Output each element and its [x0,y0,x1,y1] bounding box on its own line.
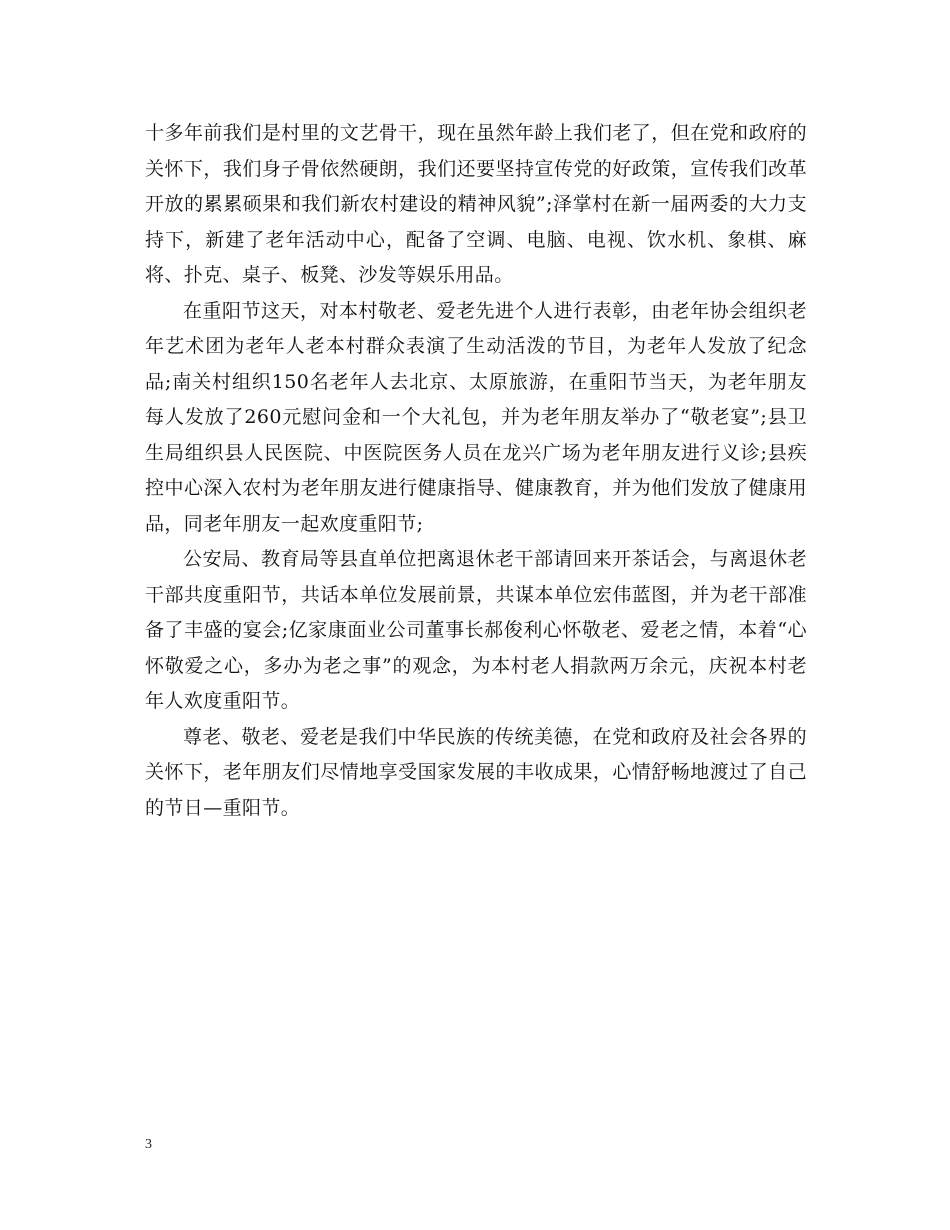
document-body [145,116,807,826]
paragraph-1: 十多年前我们是村里的文艺骨干，现在虽然年龄上我们老了，但在党和政府的关怀下，我们身子骨依然硬朗，我们还要坚持宣传党的好政策，宣传我们改革开放的累累硕果和我们新农村建设的精神风貌”;泽掌村在新一届两委的大力支持下，新建了老年活动中心，配备了空调、电脑、电视、饮水机、象棋、麻将、扑克、桌子、板凳、沙发等娱乐用品。 [145,122,807,286]
paragraph-2: 在重阳节这天，对本村敬老、爱老先进个人进行表彰，由老年协会组织老年艺术团为老年人老本村群众表演了生动活泼的节目，为老年人发放了纪念品;南关村组织150名老年人去北京、太原旅游，在重阳节当天，为老年朋友每人发放了260元慰问金和一个大礼包，并为老年朋友举办了“敬老宴”;县卫生局组织县人民医院、中医院医务人员在龙兴广场为老年朋友进行义诊;县疾控中心深入农村为老年朋友进行健康指导、健康教育，并为他们发放了健康用品，同老年朋友一起欢度重阳节; [145,299,807,535]
page-number: 3 [145,1137,152,1152]
paragraph-4: 尊老、敬老、爱老是我们中华民族的传统美德，在党和政府及社会各界的关怀下，老年朋友们尽情地享受国家发展的丰收成果，心情舒畅地渡过了自己的节日—重阳节。 [145,725,807,819]
paragraph-3: 公安局、教育局等县直单位把离退休老干部请回来开茶话会，与离退休老干部共度重阳节，共话本单位发展前景，共谋本单位宏伟蓝图，并为老干部准备了丰盛的宴会;亿家康面业公司董事长郝俊利心怀敬老、爱老之情，本着“心怀敬爱之心，多办为老之事”的观念，为本村老人捐款两万余元，庆祝本村老年人欢度重阳节。 [145,548,807,712]
